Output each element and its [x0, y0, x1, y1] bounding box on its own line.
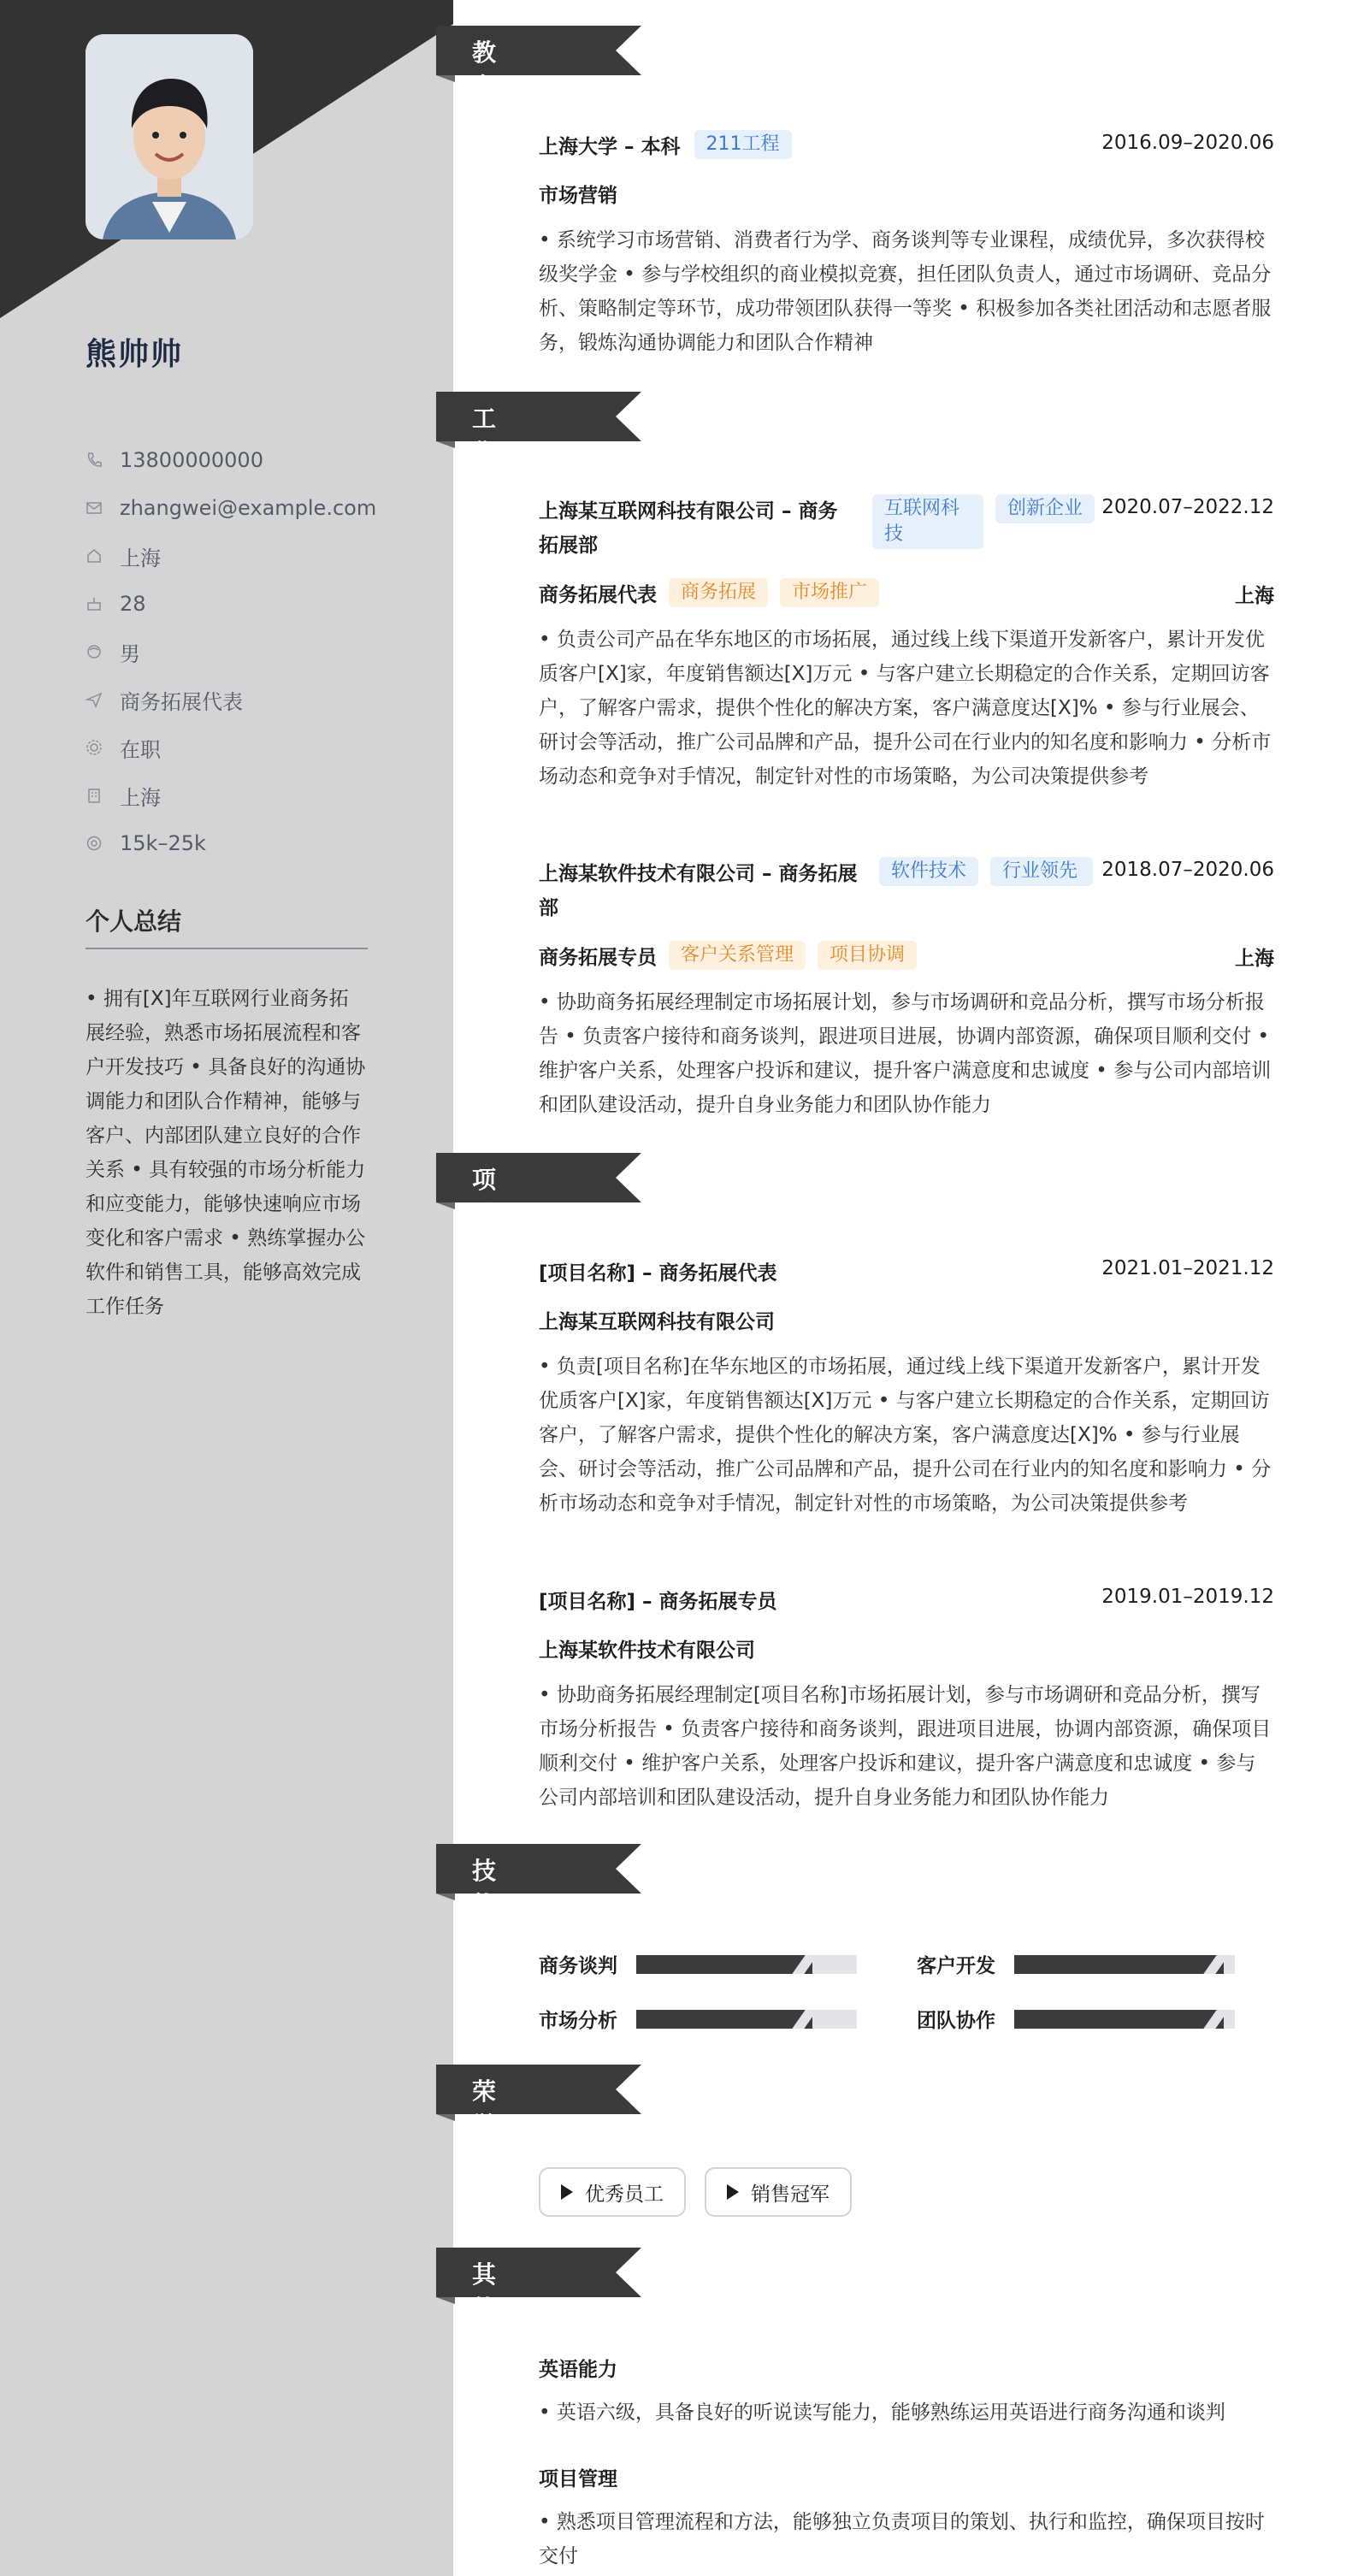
other-description: • 英语六级，具备良好的听说读写能力，能够熟练运用英语进行商务沟通和谈判	[539, 2402, 1225, 2424]
skill-level-bar	[1014, 1955, 1235, 1974]
main-content	[453, 0, 1358, 2576]
contact-text: 13800000000	[120, 448, 263, 472]
work-city: 上海	[1235, 948, 1274, 970]
project-title: [项目名称] – 商务拓展代表	[539, 1262, 777, 1285]
project-company: 上海某互联网科技有限公司	[539, 1311, 775, 1333]
skill-level-bar	[1014, 2010, 1235, 2029]
award-badge	[539, 2167, 686, 2217]
contact-position	[86, 676, 376, 724]
skill-name: 市场分析	[539, 2010, 617, 2032]
contact-text: 15k–25k	[120, 831, 206, 855]
education-date: 2016.09–2020.06	[1101, 132, 1274, 154]
award-label: 优秀员工	[585, 2183, 664, 2206]
other-description: • 熟悉项目管理流程和方法，能够独立负责项目的策划、执行和监控，确保项目按时交付	[539, 2511, 1265, 2567]
section-title: 技能专长	[472, 1857, 499, 1988]
company-name: 上海某软件技术有限公司 – 商务拓展部	[539, 863, 858, 919]
ribbon-icon	[436, 1844, 650, 1900]
company-name: 上海某互联网科技有限公司 – 商务拓展部	[539, 500, 838, 557]
ribbon-icon	[436, 2065, 650, 2121]
other-entry	[539, 2463, 1274, 2573]
work-city: 上海	[1235, 585, 1274, 607]
contact-text: 商务拓展代表	[120, 689, 243, 714]
skill-item	[917, 2005, 1235, 2033]
phone-icon	[86, 452, 103, 469]
section-title: 荣誉奖项	[472, 2077, 499, 2208]
summary-text: • 拥有[X]年互联网行业商务拓展经验，熟悉市场拓展流程和客户开发技巧 • 具备良好的沟通协调能力和团队合作精神，能够与客户、内部团队建立良好的合作关系 • 具有较强的市场分析能力和应变能力，能够快速响应市场变化和客户需求 • 熟练掌握办公软件和销售工具，能够高效完成工作任务	[86, 988, 366, 1318]
ribbon-icon	[436, 26, 650, 82]
skill-name: 商务谈判	[539, 1955, 617, 1977]
role-tag: 客户关系管理	[669, 941, 806, 970]
work-description: • 协助商务拓展经理制定市场拓展计划，参与市场调研和竞品分析，撰写市场分析报告 • 负责客户接待和商务谈判，跟进项目进展，协调内部资源，确保项目顺利交付 • 维护客户关系，处理客户投诉和建议，提升客户满意度和忠诚度 • 参与公司内部培训和团队建设活动，提升自身业务能力和团队协作能力	[539, 991, 1272, 1116]
education-description: • 系统学习市场营销、消费者行为学、商务谈判等专业课程，成绩优异，多次获得校级奖学金 • 参与学校组织的商业模拟竞赛，担任团队负责人，通过市场调研、竞品分析、策略制定等环节，成功带领团队获得一等奖 • 积极参加各类社团活动和志愿者服务，锻炼沟通协调能力和团队合作精神	[539, 229, 1272, 354]
project-company: 上海某软件技术有限公司	[539, 1640, 755, 1662]
work-date: 2018.07–2020.06	[1101, 859, 1274, 881]
contact-text: zhangwei@example.com	[120, 496, 377, 520]
project-description: • 协助商务拓展经理制定[项目名称]市场拓展计划，参与市场调研和竞品分析，撰写市场分析报告 • 负责客户接待和商务谈判，跟进项目进展，协调内部资源，确保项目顺利交付 • 维护客户关系，处理客户投诉和建议，提升客户满意度和忠诚度 • 参与公司内部培训和团队建设活动，提升自身业务能力和团队协作能力	[539, 1684, 1272, 1809]
contact-phone	[86, 436, 376, 484]
work-entry	[539, 857, 1274, 1122]
section-title: 其他信息	[472, 2260, 499, 2391]
skill-name: 团队协作	[917, 2010, 995, 2032]
sidebar	[0, 0, 453, 2576]
gear-icon	[86, 739, 103, 756]
role-title: 商务拓展代表	[539, 583, 657, 606]
skill-level-bar	[636, 2010, 857, 2029]
project-date: 2021.01–2021.12	[1101, 1257, 1274, 1279]
other-title: 英语能力	[539, 2359, 617, 2381]
skill-level-fill	[1014, 1955, 1224, 1974]
contact-gender	[86, 628, 376, 676]
major: 市场营销	[539, 185, 617, 207]
contact-text: 上海	[120, 785, 161, 810]
contact-city	[86, 771, 376, 819]
section-title: 项目经历	[472, 1166, 499, 1297]
building-icon	[86, 787, 103, 804]
contact-status	[86, 724, 376, 771]
contact-list	[86, 436, 376, 867]
role-tag: 市场推广	[780, 578, 879, 607]
other-entry	[539, 2354, 1274, 2430]
section-title: 教育经历	[472, 38, 499, 169]
candidate-name: 熊帅帅	[86, 337, 184, 372]
contact-email	[86, 484, 376, 532]
summary-title: 个人总结	[86, 907, 182, 936]
skill-item	[917, 1950, 1235, 1978]
project-title: [项目名称] – 商务拓展专员	[539, 1591, 777, 1613]
ribbon-icon	[436, 1153, 650, 1209]
other-title: 项目管理	[539, 2468, 617, 2490]
project-date: 2019.01–2019.12	[1101, 1586, 1274, 1608]
home-icon	[86, 547, 103, 564]
contact-age	[86, 580, 376, 628]
skill-level-fill	[636, 1955, 812, 1974]
company-tag: 行业领先	[990, 857, 1093, 886]
contact-text: 28	[120, 592, 146, 616]
ribbon-icon	[436, 2248, 650, 2304]
company-tag: 软件技术	[879, 857, 978, 886]
skill-level-fill	[636, 2010, 812, 2029]
skill-level-fill	[1014, 2010, 1224, 2029]
skill-item	[539, 1950, 857, 1978]
award-badge	[705, 2167, 852, 2217]
work-description: • 负责公司产品在华东地区的市场拓展，通过线上线下渠道开发新客户，累计开发优质客户[X]家，年度销售额达[X]万元 • 与客户建立长期稳定的合作关系，定期回访客户，了解客户需求，提供个性化的解决方案，客户满意度达[X]% • 参与行业展会、研讨会等活动，推广公司品牌和产品，提升公司在行业内的知名度和影响力 • 分析市场动态和竞争对手情况，制定针对性的市场策略，为公司决策提供参考	[539, 629, 1272, 788]
contact-salary	[86, 819, 376, 867]
contact-text: 上海	[120, 546, 161, 570]
gender-icon	[86, 643, 103, 660]
work-entry	[539, 494, 1274, 794]
contact-text: 男	[120, 641, 140, 666]
ribbon-icon	[436, 392, 650, 448]
role-title: 商务拓展专员	[539, 946, 657, 969]
skill-level-bar	[636, 1955, 857, 1974]
send-icon	[86, 691, 103, 708]
coin-icon	[86, 835, 103, 852]
section-title: 工作经历	[472, 405, 499, 535]
avatar	[86, 34, 253, 239]
mail-icon	[86, 499, 103, 517]
contact-home	[86, 532, 376, 580]
work-date: 2020.07–2022.12	[1101, 496, 1274, 518]
role-tag: 项目协调	[818, 941, 917, 970]
project-entry	[539, 1257, 1274, 1521]
school-name: 上海大学 – 本科	[539, 135, 681, 158]
company-tag: 创新企业	[995, 494, 1095, 523]
role-tag: 商务拓展	[669, 578, 768, 607]
school-tag: 211工程	[694, 130, 792, 159]
play-triangle-icon	[561, 2184, 573, 2200]
avatar-portrait	[86, 34, 253, 239]
project-entry	[539, 1586, 1274, 1815]
education-entry	[539, 130, 1274, 360]
company-tag: 互联网科技	[872, 494, 983, 549]
play-triangle-icon	[727, 2184, 739, 2200]
skill-item	[539, 2005, 857, 2033]
cake-icon	[86, 595, 103, 612]
skill-name: 客户开发	[917, 1955, 995, 1977]
award-label: 销售冠军	[751, 2183, 830, 2206]
summary-divider	[86, 948, 368, 949]
contact-text: 在职	[120, 737, 161, 762]
project-description: • 负责[项目名称]在华东地区的市场拓展，通过线上线下渠道开发新客户，累计开发优质客户[X]家，年度销售额达[X]万元 • 与客户建立长期稳定的合作关系，定期回访客户，了解客户需求，提供个性化的解决方案，客户满意度达[X]% • 参与行业展会、研讨会等活动，推广公司品牌和产品，提升公司在行业内的知名度和影响力 • 分析市场动态和竞争对手情况，制定针对性的市场策略，为公司决策提供参考	[539, 1356, 1272, 1515]
